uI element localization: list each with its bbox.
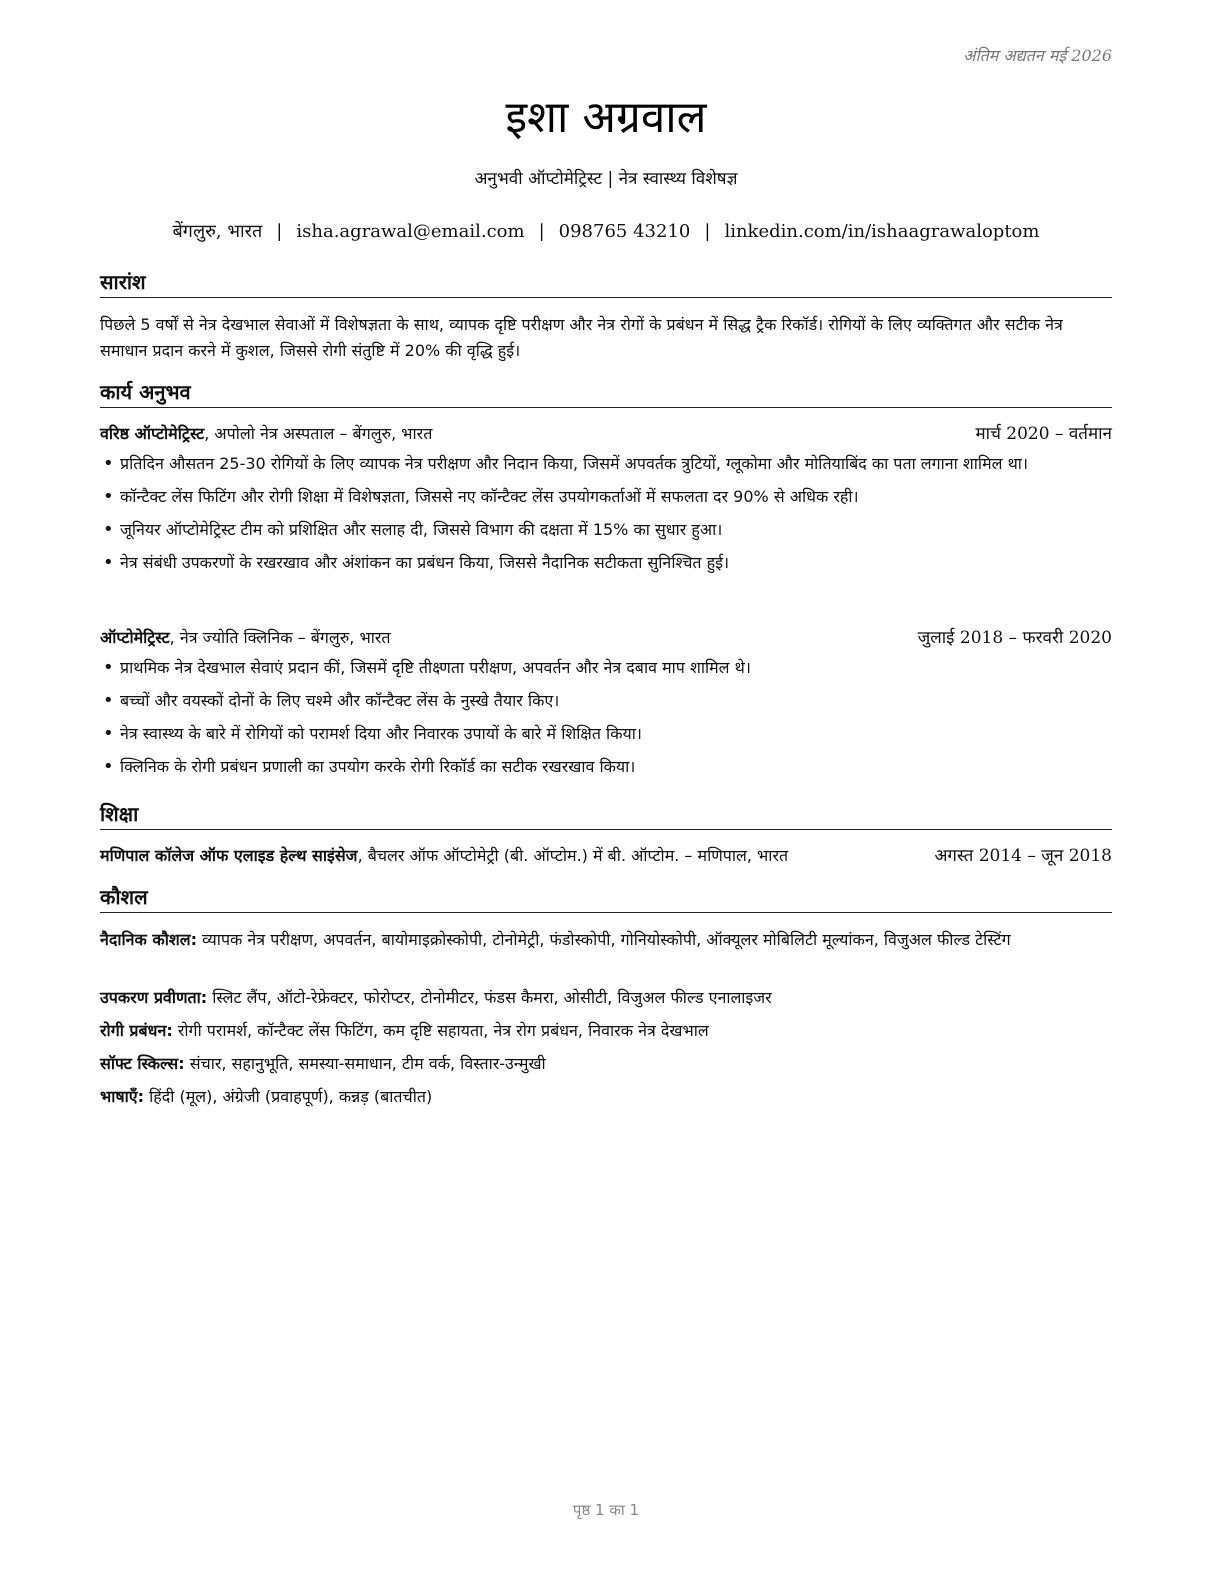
- education-degree: , बैचलर ऑफ ऑप्टोमेट्री (बी. ऑप्टोम.) में बी. ऑप्टोम. – मणिपाल, भारत: [357, 846, 789, 865]
- job-dates: मार्च 2020 – वर्तमान: [975, 424, 1112, 444]
- contact-separator: |: [538, 221, 545, 242]
- list-item: • प्रतिदिन औसतन 25-30 रोगियों के लिए व्यापक नेत्र परीक्षण और निदान किया, जिसमें अपवर्तक त्रुटियों, ग्लूकोमा और मोतियाबिंद का पता लगाना शामिल था।: [100, 451, 1112, 477]
- contact-location: बेंगलुरु, भारत: [172, 221, 263, 242]
- job-bullets: [100, 451, 1112, 583]
- list-item: • बच्चों और वयस्कों दोनों के लिए चश्मे और कॉन्टैक्ट लेंस के नुस्खे तैयार किए।: [100, 688, 1112, 714]
- skill-label: उपकरण प्रवीणता:: [100, 988, 208, 1007]
- list-item: • नेत्र स्वास्थ्य के बारे में रोगियों को परामर्श दिया और निवारक उपायों के बारे में शिक्षित किया।: [100, 721, 1112, 747]
- job-title-line: [100, 421, 432, 447]
- list-item: • प्राथमिक नेत्र देखभाल सेवाएं प्रदान कीं, जिसमें दृष्टि तीक्ष्णता परीक्षण, अपवर्तन और नेत्र दबाव माप शामिल थे।: [100, 655, 1112, 681]
- skill-label: सॉफ्ट स्किल्स:: [100, 1054, 185, 1073]
- skill-value: हिंदी (मूल), अंग्रेजी (प्रवाहपूर्ण), कन्नड़ (बातचीत): [144, 1087, 433, 1106]
- contact-line: [100, 218, 1112, 246]
- section-title-skills: कौशल: [100, 883, 1112, 913]
- section-title-education: शिक्षा: [100, 800, 1112, 830]
- job-role: ऑप्टोमेट्रिस्ट: [100, 628, 170, 647]
- page-number: पृष्ठ 1 का 1: [572, 1501, 640, 1519]
- skill-line: [100, 1084, 1112, 1110]
- summary-text: पिछले 5 वर्षों से नेत्र देखभाल सेवाओं में विशेषज्ञता के साथ, व्यापक दृष्टि परीक्षण और नेत्र रोगों के प्रबंधन में सिद्ध ट्रैक रिकॉर्ड। रोगियों के लिए व्यक्तिगत और सटीक नेत्र समाधान प्रदान करने में कुशल, जिससे रोगी संतुष्टि में 20% की वृद्धि हुई।: [100, 315, 1063, 360]
- tagline: अनुभवी ऑप्टोमेट्रिस्ट | नेत्र स्वास्थ्य विशेषज्ञ: [474, 169, 738, 189]
- skill-value: व्यापक नेत्र परीक्षण, अपवर्तन, बायोमाइक्रोस्कोपी, टोनोमेट्री, फंडोस्कोपी, गोनियोस्कोपी, ऑक्यूलर मोबिलिटी मूल्यांकन, विजुअल फील्ड टेस्टिंग: [196, 930, 1011, 949]
- contact-linkedin[interactable]: linkedin.com/in/ishaagrawaloptom: [724, 221, 1040, 242]
- contact-phone: 098765 43210: [558, 221, 691, 242]
- contact-separator: |: [704, 221, 711, 242]
- skill-line: [100, 1018, 1112, 1044]
- education-entry: [100, 843, 1112, 869]
- job-org: , नेत्र ज्योति क्लिनिक – बेंगलुरु, भारत: [169, 628, 391, 647]
- job-role: वरिष्ठ ऑप्टोमेट्रिस्ट: [100, 424, 205, 443]
- list-item: • क्लिनिक के रोगी प्रबंधन प्रणाली का उपयोग करके रोगी रिकॉर्ड का सटीक रखरखाव किया।: [100, 754, 1112, 780]
- skill-label: भाषाएँ:: [100, 1087, 145, 1106]
- list-item: • कॉन्टैक्ट लेंस फिटिंग और रोगी शिक्षा में विशेषज्ञता, जिससे नए कॉन्टैक्ट लेंस उपयोगकर्ताओं में सफलता दर 90% से अधिक रही।: [100, 484, 1112, 510]
- contact-email[interactable]: isha.agrawal@email.com: [296, 221, 525, 242]
- skill-value: रोगी परामर्श, कॉन्टैक्ट लेंस फिटिंग, कम दृष्टि सहायता, नेत्र रोग प्रबंधन, निवारक नेत्र देखभाल: [172, 1021, 709, 1040]
- contact-separator: |: [276, 221, 283, 242]
- skill-line: [100, 1051, 1112, 1077]
- job-org: , अपोलो नेत्र अस्पताल – बेंगलुरु, भारत: [204, 424, 433, 443]
- resume-page: [100, 0, 1112, 1584]
- skill-line: [100, 927, 1112, 953]
- section-title-summary: सारांश: [100, 268, 1112, 298]
- education-institution: मणिपाल कॉलेज ऑफ एलाइड हेल्थ साइंसेज: [100, 846, 358, 865]
- skill-label: नैदानिक कौशल:: [100, 930, 197, 949]
- skill-label: रोगी प्रबंधन:: [100, 1021, 173, 1040]
- last-updated: अंतिम अद्यतन मई 2026: [963, 46, 1112, 65]
- job-header: [100, 421, 1112, 447]
- job-bullets: [100, 655, 1112, 787]
- list-item: • नेत्र संबंधी उपकरणों के रखरखाव और अंशांकन का प्रबंधन किया, जिससे नैदानिक सटीकता सुनिश्चित हुई।: [100, 550, 1112, 576]
- job-header: [100, 625, 1112, 651]
- education-line: [100, 843, 788, 869]
- education-dates: अगस्त 2014 – जून 2018: [934, 846, 1112, 866]
- skill-value: संचार, सहानुभूति, समस्या-समाधान, टीम वर्क, विस्तार-उन्मुखी: [184, 1054, 546, 1073]
- skill-line: [100, 985, 1112, 1011]
- section-title-experience: कार्य अनुभव: [100, 378, 1112, 408]
- skill-value: स्लिट लैंप, ऑटो-रेफ्रेक्टर, फोरोप्टर, टोनोमीटर, फंडस कैमरा, ओसीटी, विजुअल फील्ड एनालाइजर: [207, 988, 772, 1007]
- candidate-name: इशा अग्रवाल: [505, 92, 707, 143]
- job-dates: जुलाई 2018 – फरवरी 2020: [917, 628, 1112, 648]
- job-title-line: [100, 625, 391, 651]
- list-item: • जूनियर ऑप्टोमेट्रिस्ट टीम को प्रशिक्षित और सलाह दी, जिससे विभाग की दक्षता में 15% का सुधार हुआ।: [100, 517, 1112, 543]
